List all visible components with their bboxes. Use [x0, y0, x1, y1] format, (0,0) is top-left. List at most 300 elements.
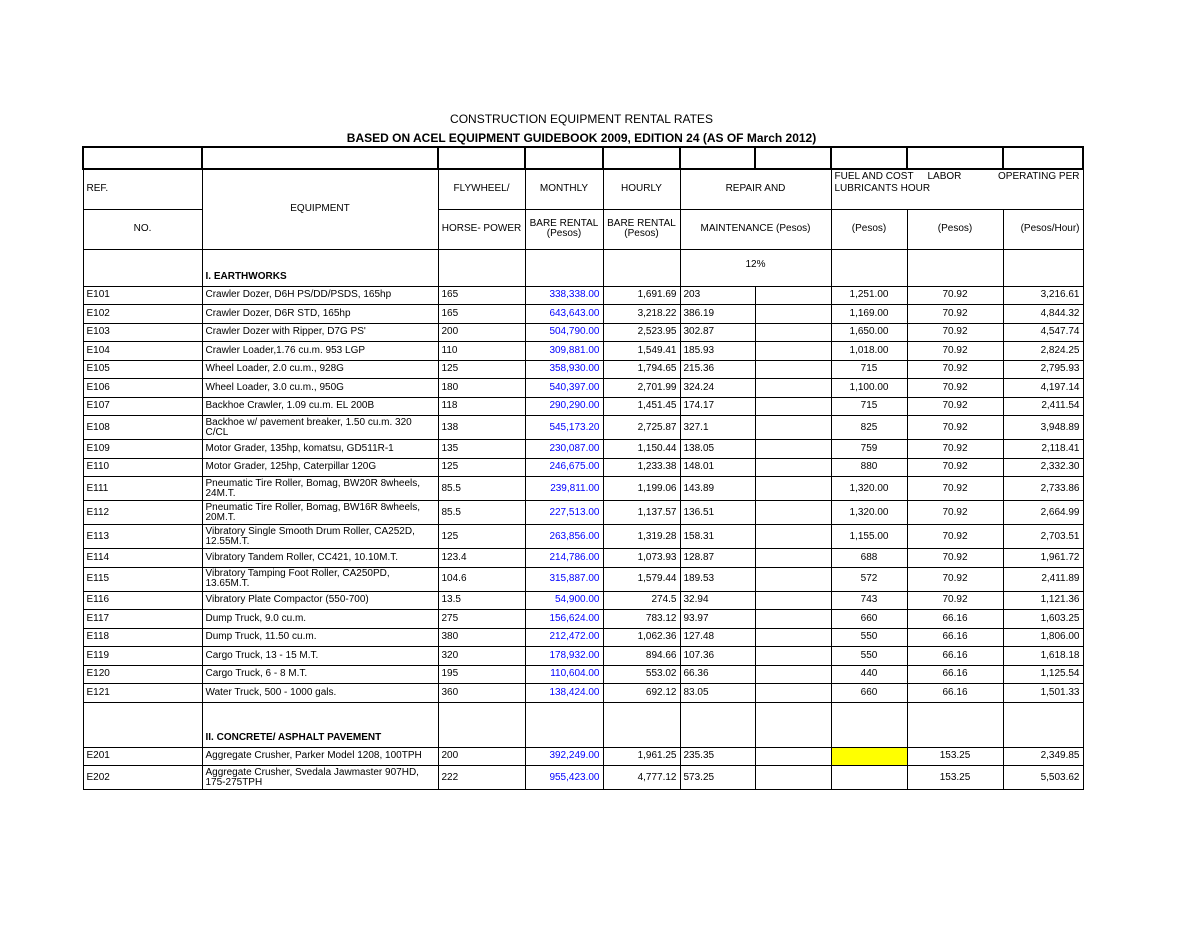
repair-blank-cell — [755, 747, 831, 766]
equipment-cell: Cargo Truck, 13 - 15 M.T. — [202, 647, 438, 666]
section-row — [83, 702, 1083, 747]
fuel-cell: 1,018.00 — [831, 342, 907, 361]
repair-blank-cell — [755, 591, 831, 610]
ref-no-cell: E114 — [83, 549, 202, 568]
hourly-rental-cell: 692.12 — [603, 684, 680, 703]
horsepower-cell: 360 — [438, 684, 525, 703]
operating-cost-cell: 1,501.33 — [1003, 684, 1083, 703]
section-blank — [831, 702, 907, 747]
ref-no-cell: E106 — [83, 379, 202, 398]
repair-blank-cell — [755, 610, 831, 629]
header-fuel: FUEL AND COST LUBRICANTS HOUR — [834, 171, 931, 195]
fuel-cell: 550 — [831, 647, 907, 666]
horsepower-cell: 165 — [438, 305, 525, 324]
hourly-rental-cell: 274.5 — [603, 591, 680, 610]
operating-cost-cell: 5,503.62 — [1003, 766, 1083, 790]
operating-cost-cell: 2,349.85 — [1003, 747, 1083, 766]
ref-no-cell: E121 — [83, 684, 202, 703]
ref-no-cell: E115 — [83, 567, 202, 591]
repair-maintenance-cell: 386.19 — [680, 305, 755, 324]
header-horsepower: HORSE- POWER — [438, 209, 525, 249]
table-row — [83, 665, 1083, 684]
labor-cell: 70.92 — [907, 305, 1003, 324]
labor-cell: 70.92 — [907, 591, 1003, 610]
repair-blank-cell — [755, 525, 831, 549]
operating-cost-cell: 3,216.61 — [1003, 286, 1083, 305]
repair-maintenance-cell: 174.17 — [680, 397, 755, 416]
horsepower-cell: 165 — [438, 286, 525, 305]
repair-blank-cell — [755, 416, 831, 440]
repair-maintenance-cell: 203 — [680, 286, 755, 305]
blank-cell — [831, 147, 907, 169]
monthly-rental-cell: 227,513.00 — [525, 501, 603, 525]
operating-cost-cell: 1,125.54 — [1003, 665, 1083, 684]
operating-cost-cell: 1,603.25 — [1003, 610, 1083, 629]
section-blank — [438, 249, 525, 286]
header-repair: REPAIR AND — [680, 169, 831, 209]
ref-no-cell: E101 — [83, 286, 202, 305]
table-row — [83, 549, 1083, 568]
equipment-cell: Wheel Loader, 3.0 cu.m., 950G — [202, 379, 438, 398]
horsepower-cell: 118 — [438, 397, 525, 416]
labor-cell: 153.25 — [907, 766, 1003, 790]
hourly-rental-cell: 1,199.06 — [603, 477, 680, 501]
horsepower-cell: 13.5 — [438, 591, 525, 610]
ref-no-cell: E117 — [83, 610, 202, 629]
header-labor-pesos: (Pesos) — [907, 209, 1003, 249]
ref-no-cell: E119 — [83, 647, 202, 666]
section-label: I. EARTHWORKS — [202, 249, 438, 286]
section-blank — [755, 702, 831, 747]
header-hourly: HOURLY — [603, 169, 680, 209]
repair-maintenance-cell: 66.36 — [680, 665, 755, 684]
labor-cell: 70.92 — [907, 342, 1003, 361]
hourly-rental-cell: 894.66 — [603, 647, 680, 666]
ref-no-cell: E103 — [83, 323, 202, 342]
labor-cell: 66.16 — [907, 684, 1003, 703]
labor-cell: 70.92 — [907, 549, 1003, 568]
ref-no-cell: E112 — [83, 501, 202, 525]
labor-cell: 70.92 — [907, 440, 1003, 459]
equipment-cell: Crawler Dozer with Ripper, D7G PS' — [202, 323, 438, 342]
monthly-rental-cell: 263,856.00 — [525, 525, 603, 549]
repair-maintenance-cell: 138.05 — [680, 440, 755, 459]
labor-cell: 70.92 — [907, 397, 1003, 416]
equipment-cell: Cargo Truck, 6 - 8 M.T. — [202, 665, 438, 684]
operating-cost-cell: 1,806.00 — [1003, 628, 1083, 647]
repair-blank-cell — [755, 665, 831, 684]
horsepower-cell: 104.6 — [438, 567, 525, 591]
repair-blank-cell — [755, 567, 831, 591]
repair-blank-cell — [755, 477, 831, 501]
header-equipment: EQUIPMENT — [202, 169, 438, 249]
hourly-rental-cell: 1,794.65 — [603, 360, 680, 379]
hourly-rental-cell: 1,062.36 — [603, 628, 680, 647]
fuel-cell: 1,251.00 — [831, 286, 907, 305]
operating-cost-cell: 2,824.25 — [1003, 342, 1083, 361]
monthly-rental-cell: 309,881.00 — [525, 342, 603, 361]
repair-maintenance-cell: 215.36 — [680, 360, 755, 379]
monthly-rental-cell: 545,173.20 — [525, 416, 603, 440]
blank-cell — [603, 147, 680, 169]
monthly-rental-cell: 338,338.00 — [525, 286, 603, 305]
monthly-rental-cell: 643,643.00 — [525, 305, 603, 324]
labor-cell: 70.92 — [907, 458, 1003, 477]
repair-maintenance-cell: 573.25 — [680, 766, 755, 790]
horsepower-cell: 222 — [438, 766, 525, 790]
operating-cost-cell: 3,948.89 — [1003, 416, 1083, 440]
header-row-1 — [83, 169, 1083, 209]
operating-cost-cell: 2,795.93 — [1003, 360, 1083, 379]
equipment-cell: Dump Truck, 9.0 cu.m. — [202, 610, 438, 629]
monthly-rental-cell: 54,900.00 — [525, 591, 603, 610]
fuel-cell: 825 — [831, 416, 907, 440]
table-row — [83, 610, 1083, 629]
table-row — [83, 286, 1083, 305]
hourly-rental-cell: 3,218.22 — [603, 305, 680, 324]
equipment-cell: Wheel Loader, 2.0 cu.m., 928G — [202, 360, 438, 379]
repair-maintenance-cell: 148.01 — [680, 458, 755, 477]
operating-cost-cell: 2,703.51 — [1003, 525, 1083, 549]
monthly-rental-cell: 392,249.00 — [525, 747, 603, 766]
table-row — [83, 305, 1083, 324]
labor-cell: 70.92 — [907, 286, 1003, 305]
fuel-cell: 550 — [831, 628, 907, 647]
section-blank — [680, 702, 755, 747]
blank-cell — [907, 147, 1003, 169]
table-row — [83, 684, 1083, 703]
horsepower-cell: 320 — [438, 647, 525, 666]
table-row — [83, 766, 1083, 790]
repair-maintenance-cell: 327.1 — [680, 416, 755, 440]
hourly-rental-cell: 1,549.41 — [603, 342, 680, 361]
labor-cell: 70.92 — [907, 379, 1003, 398]
repair-maintenance-cell: 136.51 — [680, 501, 755, 525]
operating-cost-cell: 2,733.86 — [1003, 477, 1083, 501]
repair-maintenance-cell: 189.53 — [680, 567, 755, 591]
monthly-rental-cell: 504,790.00 — [525, 323, 603, 342]
header-monthly-sub: BARE RENTAL (Pesos) — [525, 209, 603, 249]
labor-cell: 70.92 — [907, 477, 1003, 501]
repair-blank-cell — [755, 766, 831, 790]
hourly-rental-cell: 1,137.57 — [603, 501, 680, 525]
fuel-cell: 1,100.00 — [831, 379, 907, 398]
hourly-rental-cell: 2,725.87 — [603, 416, 680, 440]
operating-cost-cell: 4,197.14 — [1003, 379, 1083, 398]
hourly-rental-cell: 4,777.12 — [603, 766, 680, 790]
repair-maintenance-cell: 127.48 — [680, 628, 755, 647]
section-blank — [603, 702, 680, 747]
horsepower-cell: 200 — [438, 747, 525, 766]
blank-cell — [525, 147, 603, 169]
horsepower-cell: 380 — [438, 628, 525, 647]
equipment-cell: Crawler Dozer, D6H PS/DD/PSDS, 165hp — [202, 286, 438, 305]
horsepower-cell: 135 — [438, 440, 525, 459]
horsepower-cell: 110 — [438, 342, 525, 361]
rental-rates-table — [82, 146, 1084, 790]
ref-no-cell: E202 — [83, 766, 202, 790]
table-row — [83, 416, 1083, 440]
ref-no-cell: E118 — [83, 628, 202, 647]
table-row — [83, 747, 1083, 766]
monthly-rental-cell: 540,397.00 — [525, 379, 603, 398]
repair-blank-cell — [755, 342, 831, 361]
section-blank — [907, 249, 1003, 286]
labor-cell: 66.16 — [907, 610, 1003, 629]
horsepower-cell: 125 — [438, 458, 525, 477]
equipment-cell: Pneumatic Tire Roller, Bomag, BW20R 8wheels, 24M.T. — [202, 477, 438, 501]
section-label: II. CONCRETE/ ASPHALT PAVEMENT — [202, 702, 438, 747]
table-row — [83, 323, 1083, 342]
equipment-cell: Vibratory Tandem Roller, CC421, 10.10M.T. — [202, 549, 438, 568]
hourly-rental-cell: 1,451.45 — [603, 397, 680, 416]
fuel-cell: 880 — [831, 458, 907, 477]
ref-no-cell: E104 — [83, 342, 202, 361]
fuel-cell: 743 — [831, 591, 907, 610]
table-row — [83, 628, 1083, 647]
operating-cost-cell: 2,332.30 — [1003, 458, 1083, 477]
table-row — [83, 567, 1083, 591]
repair-blank-cell — [755, 323, 831, 342]
operating-cost-cell: 2,118.41 — [1003, 440, 1083, 459]
horsepower-cell: 125 — [438, 360, 525, 379]
hourly-rental-cell: 1,073.93 — [603, 549, 680, 568]
horsepower-cell: 85.5 — [438, 477, 525, 501]
section-row — [83, 249, 1083, 286]
fuel-cell: 1,320.00 — [831, 477, 907, 501]
repair-maintenance-cell: 324.24 — [680, 379, 755, 398]
hourly-rental-cell: 1,150.44 — [603, 440, 680, 459]
hourly-rental-cell: 553.02 — [603, 665, 680, 684]
monthly-rental-cell: 178,932.00 — [525, 647, 603, 666]
table-row — [83, 591, 1083, 610]
fuel-cell: 715 — [831, 360, 907, 379]
repair-maintenance-cell: 185.93 — [680, 342, 755, 361]
hourly-rental-cell: 783.12 — [603, 610, 680, 629]
equipment-cell: Backhoe Crawler, 1.09 cu.m. EL 200B — [202, 397, 438, 416]
hourly-rental-cell: 2,523.95 — [603, 323, 680, 342]
hourly-rental-cell: 1,233.38 — [603, 458, 680, 477]
ref-no-cell: E110 — [83, 458, 202, 477]
repair-blank-cell — [755, 684, 831, 703]
monthly-rental-cell: 246,675.00 — [525, 458, 603, 477]
operating-cost-cell: 1,121.36 — [1003, 591, 1083, 610]
labor-cell: 66.16 — [907, 647, 1003, 666]
horsepower-cell: 195 — [438, 665, 525, 684]
equipment-cell: Motor Grader, 135hp, komatsu, GD511R-1 — [202, 440, 438, 459]
ref-no-cell: E113 — [83, 525, 202, 549]
fuel-cell: 660 — [831, 610, 907, 629]
table-row — [83, 379, 1083, 398]
section-ref-blank — [83, 702, 202, 747]
operating-cost-cell: 4,844.32 — [1003, 305, 1083, 324]
blank-cell — [680, 147, 755, 169]
repair-maintenance-cell: 83.05 — [680, 684, 755, 703]
header-operating-pesos: (Pesos/Hour) — [1003, 209, 1083, 249]
fuel-cell: 1,650.00 — [831, 323, 907, 342]
labor-cell: 66.16 — [907, 665, 1003, 684]
hourly-rental-cell: 1,691.69 — [603, 286, 680, 305]
labor-cell: 70.92 — [907, 501, 1003, 525]
blank-cell — [755, 147, 831, 169]
monthly-rental-cell: 290,290.00 — [525, 397, 603, 416]
equipment-cell: Vibratory Tamping Foot Roller, CA250PD, 13.65M.T. — [202, 567, 438, 591]
equipment-cell: Vibratory Plate Compactor (550-700) — [202, 591, 438, 610]
section-blank — [907, 702, 1003, 747]
header-monthly: MONTHLY — [525, 169, 603, 209]
header-labor: LABOR — [927, 171, 962, 183]
fuel-cell — [831, 766, 907, 790]
repair-blank-cell — [755, 628, 831, 647]
section-ref-blank — [83, 249, 202, 286]
header-ref: REF. — [83, 169, 202, 209]
section-blank — [603, 249, 680, 286]
repair-blank-cell — [755, 286, 831, 305]
equipment-cell: Vibratory Single Smooth Drum Roller, CA252D, 12.55M.T. — [202, 525, 438, 549]
fuel-cell: 759 — [831, 440, 907, 459]
ref-no-cell: E102 — [83, 305, 202, 324]
fuel-cell: 688 — [831, 549, 907, 568]
repair-maintenance-cell: 107.36 — [680, 647, 755, 666]
fuel-cell: 572 — [831, 567, 907, 591]
operating-cost-cell: 1,618.18 — [1003, 647, 1083, 666]
labor-cell: 153.25 — [907, 747, 1003, 766]
section-blank — [525, 702, 603, 747]
table-row — [83, 440, 1083, 459]
repair-maintenance-cell: 143.89 — [680, 477, 755, 501]
blank-cell — [202, 147, 438, 169]
equipment-cell: Crawler Loader,1.76 cu.m. 953 LGP — [202, 342, 438, 361]
repair-maintenance-cell: 93.97 — [680, 610, 755, 629]
operating-cost-cell: 2,664.99 — [1003, 501, 1083, 525]
hourly-rental-cell: 1,961.25 — [603, 747, 680, 766]
blank-cell — [438, 147, 525, 169]
ref-no-cell: E108 — [83, 416, 202, 440]
document-title: CONSTRUCTION EQUIPMENT RENTAL RATES — [450, 112, 713, 126]
labor-cell: 66.16 — [907, 628, 1003, 647]
ref-no-cell: E107 — [83, 397, 202, 416]
fuel-cell: 660 — [831, 684, 907, 703]
equipment-cell: Aggregate Crusher, Svedala Jawmaster 907HD, 175-275TPH — [202, 766, 438, 790]
fuel-cell: 1,169.00 — [831, 305, 907, 324]
header-hourly-sub: BARE RENTAL (Pesos) — [603, 209, 680, 249]
table-row — [83, 458, 1083, 477]
fuel-cell: 1,155.00 — [831, 525, 907, 549]
fuel-cell: 715 — [831, 397, 907, 416]
table-row — [83, 397, 1083, 416]
header-fuel-pesos: (Pesos) — [831, 209, 907, 249]
monthly-rental-cell: 138,424.00 — [525, 684, 603, 703]
horsepower-cell: 85.5 — [438, 501, 525, 525]
header-no: NO. — [83, 209, 202, 249]
repair-maintenance-cell: 128.87 — [680, 549, 755, 568]
repair-blank-cell — [755, 458, 831, 477]
monthly-rental-cell: 156,624.00 — [525, 610, 603, 629]
labor-cell: 70.92 — [907, 525, 1003, 549]
fuel-cell: 1,320.00 — [831, 501, 907, 525]
monthly-rental-cell: 315,887.00 — [525, 567, 603, 591]
header-flywheel: FLYWHEEL/ — [438, 169, 525, 209]
repair-blank-cell — [755, 360, 831, 379]
section-blank — [525, 249, 603, 286]
repair-maintenance-cell: 302.87 — [680, 323, 755, 342]
table-row — [83, 525, 1083, 549]
horsepower-cell: 123.4 — [438, 549, 525, 568]
labor-cell: 70.92 — [907, 567, 1003, 591]
horsepower-cell: 200 — [438, 323, 525, 342]
section-blank — [831, 249, 907, 286]
repair-blank-cell — [755, 397, 831, 416]
equipment-cell: Aggregate Crusher, Parker Model 1208, 100TPH — [202, 747, 438, 766]
horsepower-cell: 125 — [438, 525, 525, 549]
table-row — [83, 342, 1083, 361]
repair-blank-cell — [755, 440, 831, 459]
horsepower-cell: 180 — [438, 379, 525, 398]
equipment-cell: Dump Truck, 11.50 cu.m. — [202, 628, 438, 647]
repair-blank-cell — [755, 379, 831, 398]
header-fuel-labor-operating — [831, 169, 1083, 209]
monthly-rental-cell: 230,087.00 — [525, 440, 603, 459]
repair-blank-cell — [755, 549, 831, 568]
hourly-rental-cell: 1,579.44 — [603, 567, 680, 591]
ref-no-cell: E111 — [83, 477, 202, 501]
equipment-cell: Crawler Dozer, D6R STD, 165hp — [202, 305, 438, 324]
table-row — [83, 360, 1083, 379]
monthly-rental-cell: 110,604.00 — [525, 665, 603, 684]
maintenance-percent: 12% — [680, 249, 831, 286]
blank-cell — [83, 147, 202, 169]
repair-maintenance-cell: 235.35 — [680, 747, 755, 766]
ref-no-cell: E109 — [83, 440, 202, 459]
labor-cell: 70.92 — [907, 360, 1003, 379]
repair-blank-cell — [755, 501, 831, 525]
operating-cost-cell: 2,411.54 — [1003, 397, 1083, 416]
horsepower-cell: 275 — [438, 610, 525, 629]
monthly-rental-cell: 214,786.00 — [525, 549, 603, 568]
horsepower-cell: 138 — [438, 416, 525, 440]
fuel-cell: 440 — [831, 665, 907, 684]
blank-cell — [1003, 147, 1083, 169]
header-maintenance: MAINTENANCE (Pesos) — [680, 209, 831, 249]
ref-no-cell: E120 — [83, 665, 202, 684]
table-row — [83, 647, 1083, 666]
operating-cost-cell: 4,547.74 — [1003, 323, 1083, 342]
blank-header-row — [83, 147, 1083, 169]
repair-maintenance-cell: 158.31 — [680, 525, 755, 549]
monthly-rental-cell: 212,472.00 — [525, 628, 603, 647]
monthly-rental-cell: 955,423.00 — [525, 766, 603, 790]
equipment-cell: Water Truck, 500 - 1000 gals. — [202, 684, 438, 703]
equipment-cell: Backhoe w/ pavement breaker, 1.50 cu.m. 320 C/CL — [202, 416, 438, 440]
table-row — [83, 477, 1083, 501]
monthly-rental-cell: 358,930.00 — [525, 360, 603, 379]
hourly-rental-cell: 2,701.99 — [603, 379, 680, 398]
header-operating: OPERATING PER — [998, 171, 1080, 183]
section-blank — [1003, 249, 1083, 286]
operating-cost-cell: 2,411.89 — [1003, 567, 1083, 591]
hourly-rental-cell: 1,319.28 — [603, 525, 680, 549]
ref-no-cell: E105 — [83, 360, 202, 379]
ref-no-cell: E116 — [83, 591, 202, 610]
fuel-cell — [831, 747, 907, 766]
document-subtitle: BASED ON ACEL EQUIPMENT GUIDEBOOK 2009, EDITION 24 (AS OF March 2012) — [346, 131, 817, 145]
equipment-cell: Motor Grader, 125hp, Caterpillar 120G — [202, 458, 438, 477]
ref-no-cell: E201 — [83, 747, 202, 766]
section-blank — [438, 702, 525, 747]
labor-cell: 70.92 — [907, 323, 1003, 342]
repair-blank-cell — [755, 305, 831, 324]
section-blank — [1003, 702, 1083, 747]
